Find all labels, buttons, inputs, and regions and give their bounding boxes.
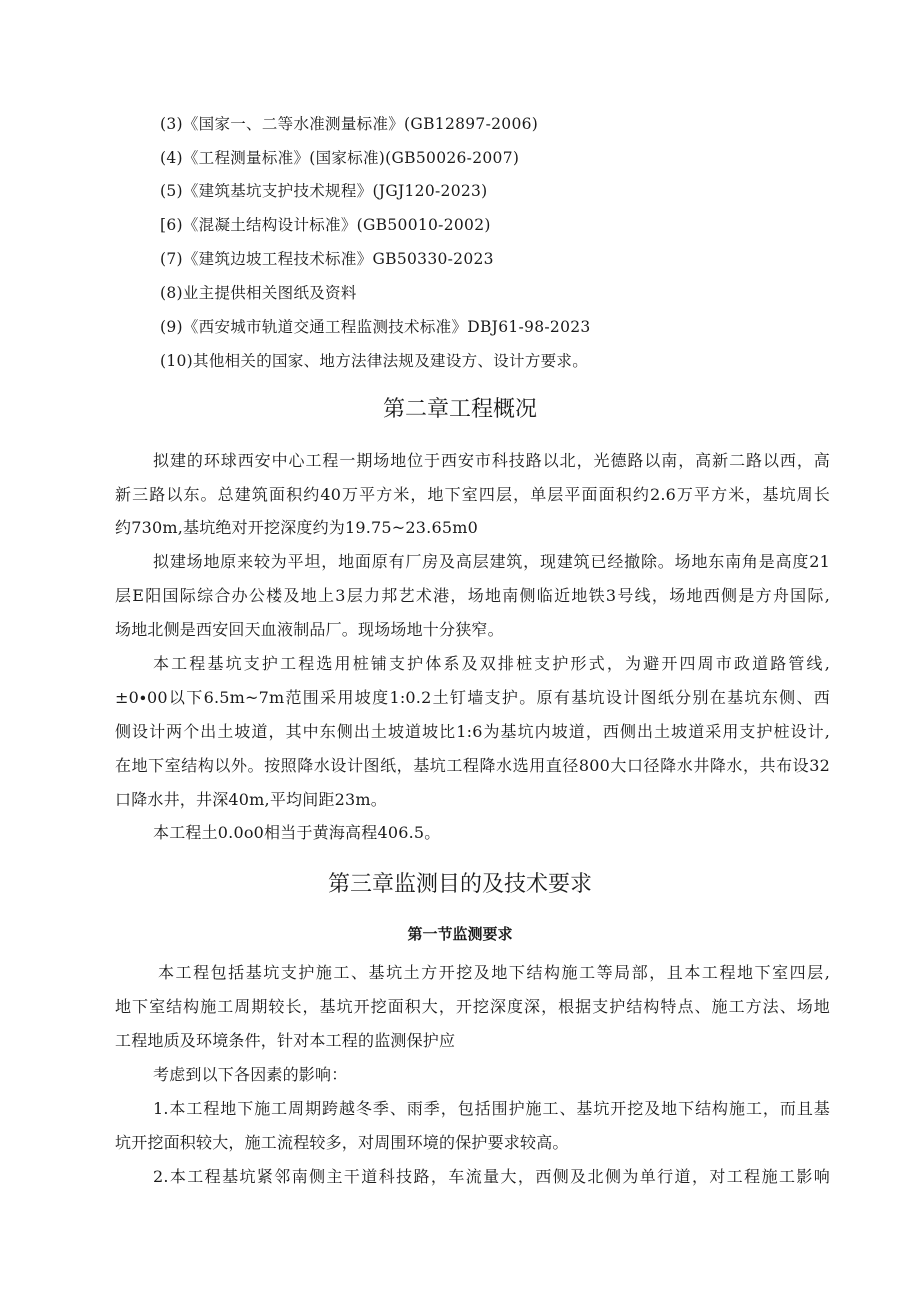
paragraph-line: 1.本工程地下施工周期跨越冬季、雨季，包括围护施工、基坑开挖及地下结构施工，而且基 xyxy=(153,1099,830,1118)
reference-item: [6)《混凝土结构设计标准》(GB50010-2002) xyxy=(160,216,491,234)
paragraph-line: 场地北侧是西安回天血液制品厂。现场场地十分狭窄。 xyxy=(115,620,504,639)
paragraph-line: 侧设计两个出土坡道，其中东侧出土坡道坡比1:6为基坑内坡道，西侧出土坡道采用支护桩设计, xyxy=(115,722,830,741)
paragraph-line: 本工程基坑支护工程选用桩铺支护体系及双排桩支护形式，为避开四周市政道路管线, xyxy=(153,654,830,673)
reference-item: (8)业主提供相关图纸及资料 xyxy=(160,284,357,302)
paragraph-line: 考虑到以下各因素的影响： xyxy=(153,1065,348,1084)
reference-item: (9)《西安城市轨道交通工程监测技术标准》DBJ61-98-2023 xyxy=(160,318,591,336)
reference-item: (10)其他相关的国家、地方法律法规及建设方、设计方要求。 xyxy=(160,352,589,370)
section-1-title: 第一节监测要求 xyxy=(407,925,513,943)
paragraph-line: 口降水井，井深40m,平均间距23m。 xyxy=(115,790,387,809)
reference-item: (4)《工程测量标准》(国家标准)(GB50026-2007) xyxy=(160,149,520,167)
paragraph-line: 坑开挖面积较大，施工流程较多，对周围环境的保护要求较高。 xyxy=(115,1133,569,1152)
paragraph-line: 层E阳国际综合办公楼及地上3层力邦艺术港，场地南侧临近地铁3号线，场地西侧是方舟国际, xyxy=(115,586,830,605)
paragraph-line: 约730m,基坑绝对开挖深度约为19.75~23.65m0 xyxy=(115,518,478,537)
paragraph-line: 拟建的环球西安中心工程一期场地位于西安市科技路以北，光德路以南，高新二路以西，高 xyxy=(153,451,830,470)
paragraph-line: 工程地质及环境条件，针对本工程的监测保护应 xyxy=(115,1031,456,1050)
reference-item: (7)《建筑边坡工程技术标准》GB50330-2023 xyxy=(160,250,494,268)
reference-item: (5)《建筑基坑支护技术规程》(JGJ120-2023) xyxy=(160,182,488,200)
chapter-3-title: 第三章监测目的及技术要求 xyxy=(327,872,592,897)
chapter-2-title: 第二章工程概况 xyxy=(382,397,537,422)
paragraph-line: 在地下室结构以外。按照降水设计图纸，基坑工程降水选用直径800大口径降水井降水，共布设32 xyxy=(115,756,830,775)
paragraph-line: 本工程包括基坑支护施工、基坑土方开挖及地下结构施工等局部，且本工程地下室四层, xyxy=(158,963,830,982)
paragraph-line: 新三路以东。总建筑面积约40万平方米，地下室四层，单层平面面积约2.6万平方米，基坑周长 xyxy=(115,485,830,504)
paragraph-line: ±0∙00以下6.5m~7m范围采用坡度1:0.2土钉墙支护。原有基坑设计图纸分别在基坑东侧、西 xyxy=(115,688,830,707)
reference-item: (3)《国家一、二等水准测量标准》(GB12897-2006) xyxy=(160,115,539,133)
paragraph-line: 地下室结构施工周期较长，基坑开挖面积大，开挖深度深，根据支护结构特点、施工方法、场地 xyxy=(115,997,830,1016)
paragraph-line: 拟建场地原来较为平坦，地面原有厂房及高层建筑，现建筑已经撤除。场地东南角是高度21 xyxy=(153,552,830,571)
paragraph-line: 2.本工程基坑紧邻南侧主干道科技路，车流量大，西侧及北侧为单行道，对工程施工影响 xyxy=(153,1167,830,1186)
paragraph-line: 本工程土0.0o0相当于黄海高程406.5。 xyxy=(153,823,441,842)
